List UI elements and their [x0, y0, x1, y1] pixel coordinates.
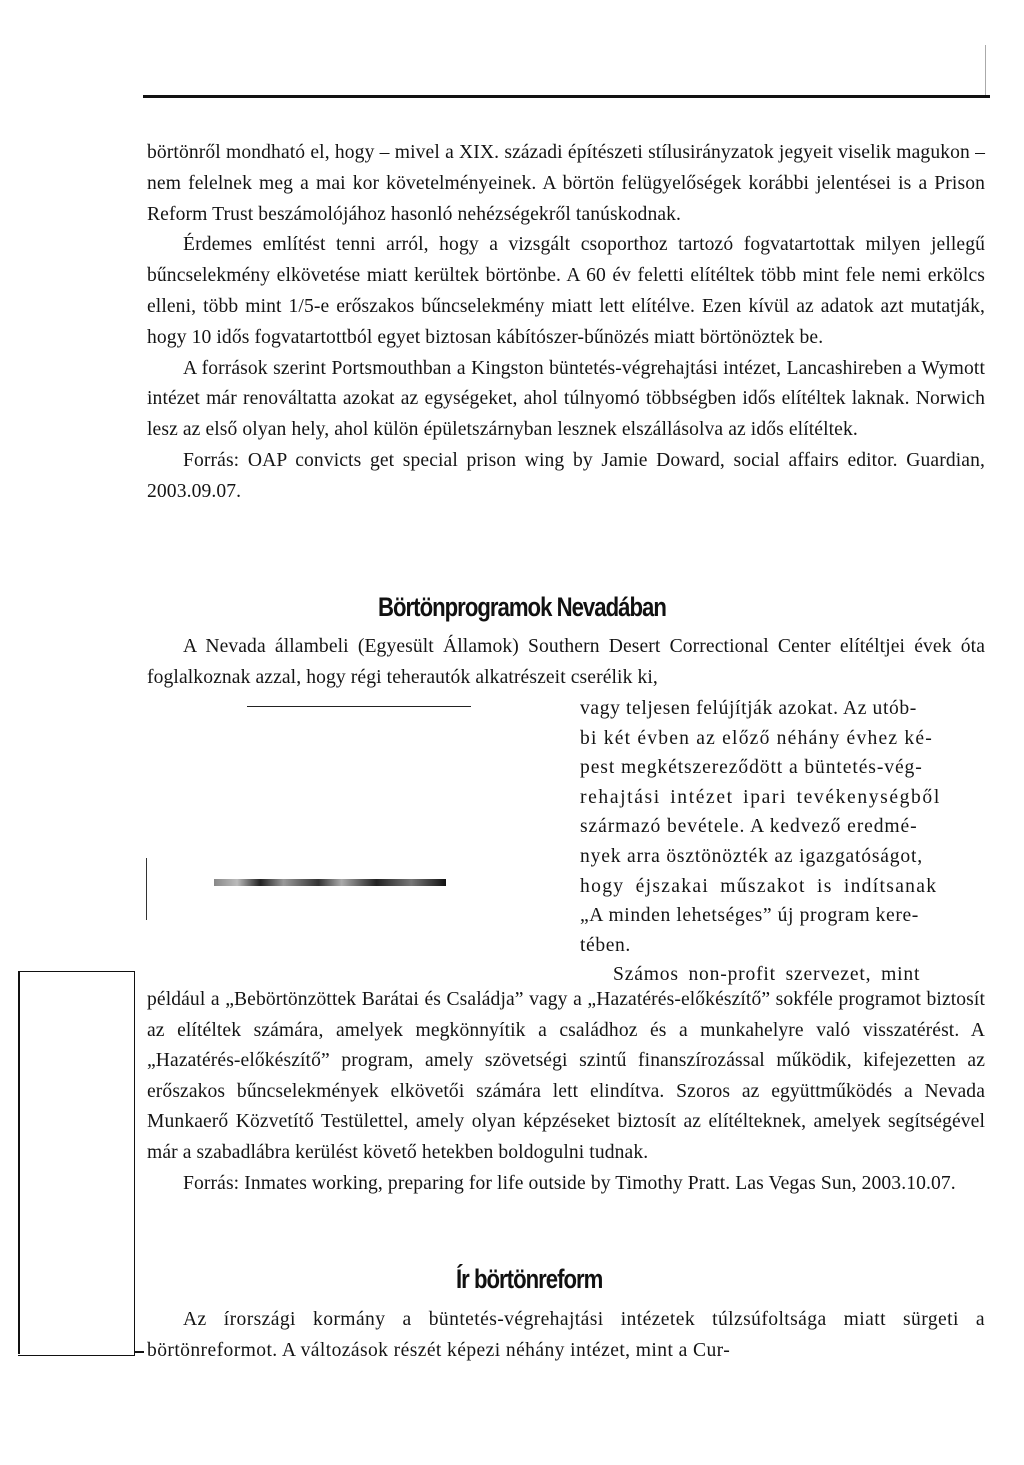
margin-box-edge — [18, 971, 20, 1354]
column-line: tében. — [580, 934, 631, 956]
paragraph-crime-types: Érdemes említést tenni arról, hogy a vizsgált csoporthoz tartozó fogvatartottak milyen jellegű bűncselekmény elkövetése miatt kerültek börtönbe. A 60 év feletti elítéltek több mint fele nemi erkölcs elleni, több mint 1/5-e erőszakos bűncselekmény miatt lett elítélve. Ezen kívül az adatok azt mutatják, hogy 10 idős fogvatartottból egyet biztosan kábítószer-bűnözés miatt börtönöztek be. — [147, 234, 985, 348]
column-line: hogy éjszakai műszakot is indítsanak — [580, 875, 938, 897]
section-title-nevada: Börtönprogramok Nevadában — [378, 592, 666, 622]
margin-box-connector — [134, 1351, 144, 1353]
paragraph-continuation: börtönről mondható el, hogy – mivel a XIX. századi építészeti stílusirányzatok jegyeit viselik magukon – nem felelnek meg a mai kor követelményeinek. A börtön felügyelőségek korábbi jelentései is a Prison Reform Trust beszámolójához hasonló nehézségekről tanúskodnak. — [147, 142, 985, 225]
column-line: nyek arra ösztönözték az igazgatóságot, — [580, 845, 923, 867]
illustration-image — [214, 879, 446, 886]
ireland-text — [147, 1304, 985, 1366]
column-line: származó bevétele. A kedvező eredmé- — [580, 816, 918, 838]
paragraph-renovation: A források szerint Portsmouthban a Kingston büntetés-végrehajtási intézet, Lancashireben a Wymott intézet már renováltatta azokat az egységeket, ahol túlnyomó többségben idős elítéltek laknak. Norwich lesz az első olyan hely, ahol külön épületszárnyban lesznek elszállásolva az idős elítéltek. — [147, 357, 985, 441]
column-line: vagy teljesen felújítják azokat. Az utób- — [580, 698, 917, 719]
column-line: rehajtási intézet ipari tevékenységből — [580, 786, 941, 808]
margin-box — [18, 971, 135, 1356]
nevada-intro — [147, 632, 985, 694]
nevada-para2-start: Számos non-profit szervezet, mint — [613, 964, 921, 985]
column-line: pest megkétszereződött a büntetés-vég- — [580, 757, 923, 779]
nevada-intro-text: A Nevada állambeli (Egyesült Államok) Southern Desert Correctional Center elítéltjei évek óta foglalkoznak azzal, hogy régi teherautók alkatrészeit cserélik ki, — [147, 636, 985, 688]
nevada-para2 — [147, 985, 985, 1199]
nevada-column — [580, 694, 985, 960]
source-guardian: Forrás: OAP convicts get special prison wing by Jamie Doward, social affairs editor. Guardian, 2003.09.07. — [147, 449, 985, 502]
source-las-vegas-sun: Forrás: Inmates working, preparing for life outside by Timothy Pratt. Las Vegas Sun, 2003.10.07. — [183, 1172, 956, 1194]
column-line: „A minden lehetséges” új program kere- — [580, 905, 919, 927]
top-text-block — [147, 138, 985, 508]
image-frame-edge — [146, 858, 147, 920]
header-rule — [143, 95, 990, 98]
nevada-para2-text: például a „Bebörtönzöttek Barátai és Családja” vagy a „Hazatérés-előkészítő” sokféle programot biztosít az elítéltek számára, amelyek megkönnyítik a családhoz és a munkahelyre való visszatérést. A „Hazatérés-előkészítő” program, amely szövetségi szintű finanszírozással működik, kifejezetten az erőszakos bűncselekmények elkövetői számára lett elindítva. Szoros az együttműködés a Nevada Munkaerő Közvetítő Testülettel, amely olyan képzéseket biztosít az elítélteknek, amelyek segítségével már a szabadlábra kerülést követő hetekben boldogulni tudnak. — [147, 989, 985, 1163]
section-title-ireland: Ír börtönreform — [456, 1264, 603, 1294]
ireland-paragraph: Az írországi kormány a büntetés-végrehajtási intézetek túlzsúfoltsága miatt sürgeti a börtönreformot. A változások részét képezi néhány intézet, mint a Cur- — [147, 1309, 985, 1361]
image-top-rule — [247, 706, 471, 707]
page-corner-mark — [985, 45, 986, 95]
column-line: bi két évben az előző néhány évhez ké- — [580, 727, 933, 749]
